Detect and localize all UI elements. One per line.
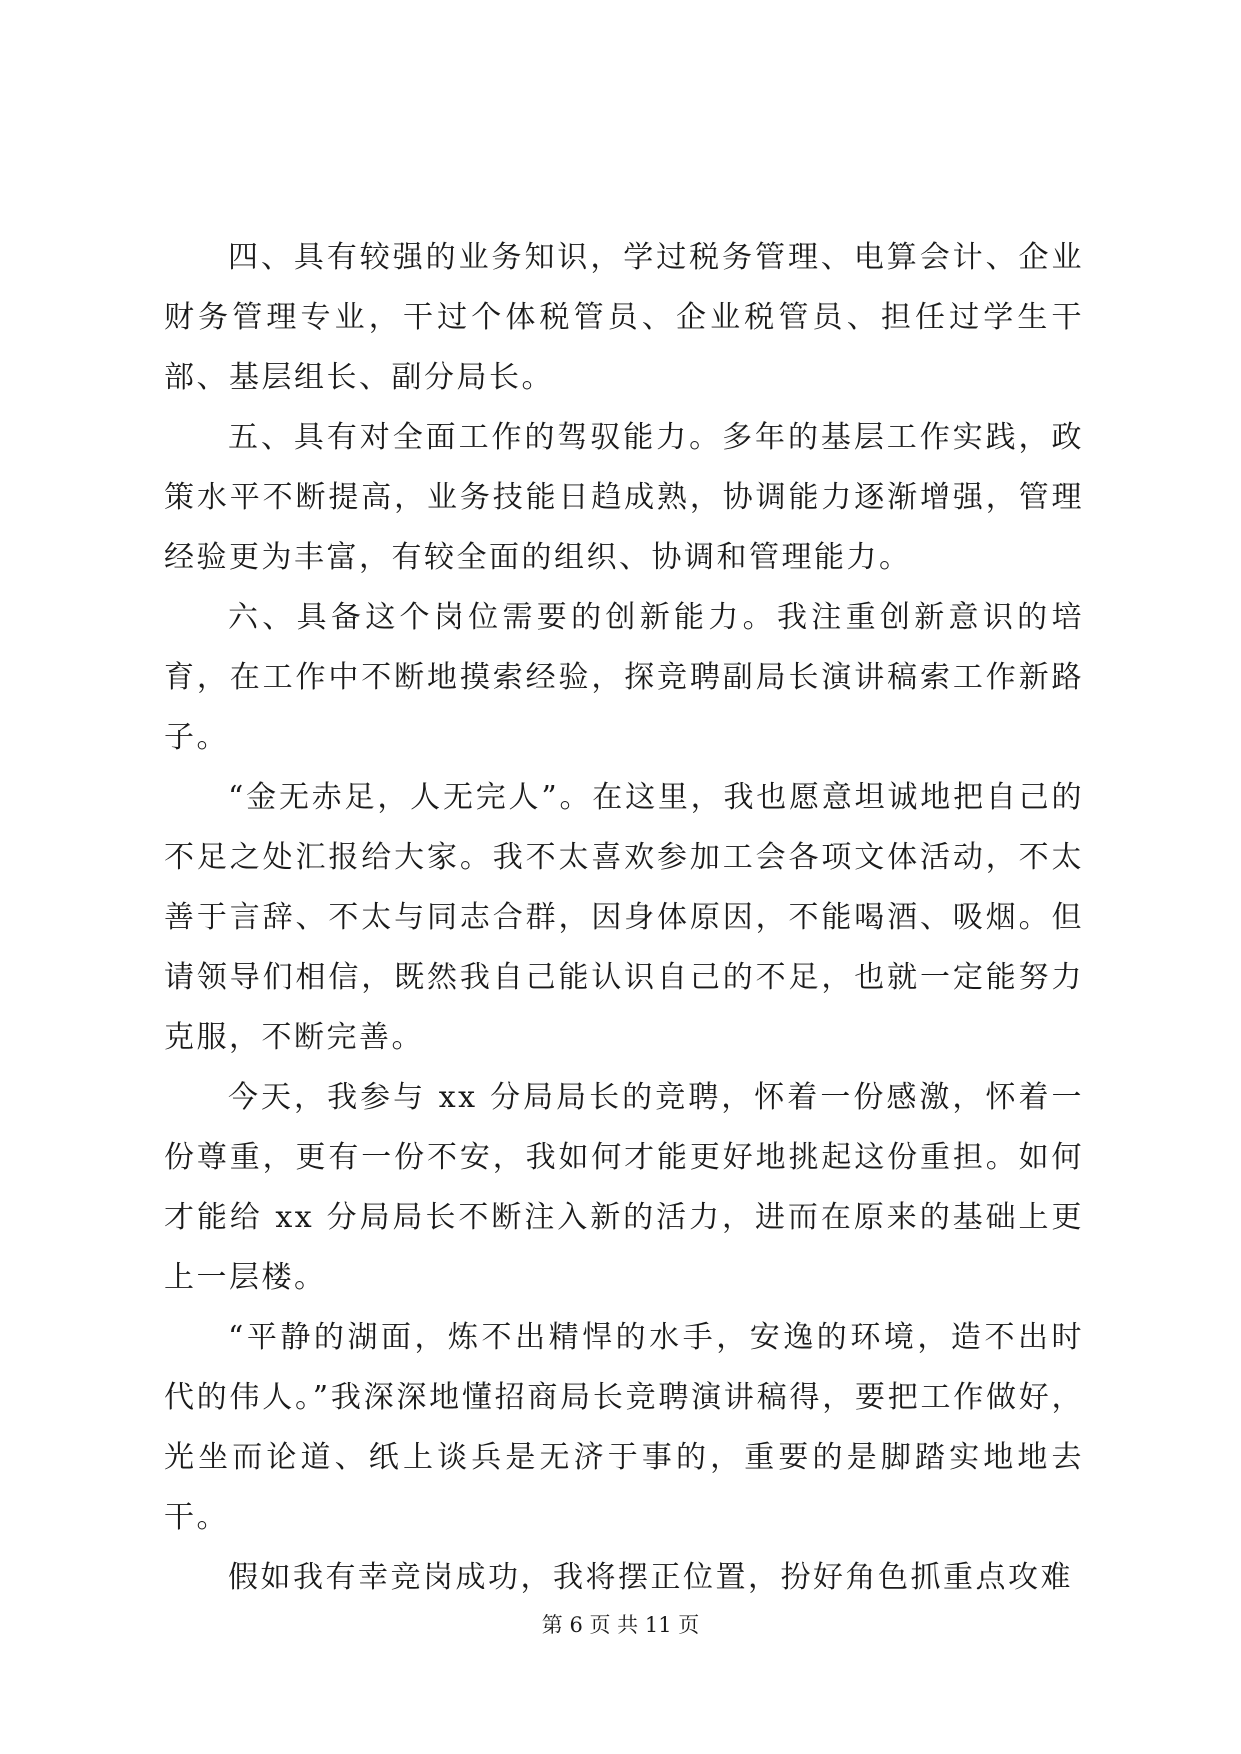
paragraph-6-innovation-ability: 六、具备这个岗位需要的创新能力。我注重创新意识的培育，在工作中不断地摸索经验，探竞聘副局长演讲稿索工作新路子。 bbox=[164, 600, 1084, 755]
paragraph-if-successful: 假如我有幸竞岗成功，我将摆正位置，扮好角色抓重点攻难 bbox=[228, 1560, 1073, 1595]
paragraph-5-leadership-ability: 五、具有对全面工作的驾驭能力。多年的基层工作实践，政策水平不断提高，业务技能日趋成熟，协调能力逐渐增强，管理经验更为丰富，有较全面的组织、协调和管理能力。 bbox=[164, 420, 1084, 575]
paragraph-4-business-knowledge: 四、具有较强的业务知识，学过税务管理、电算会计、企业财务管理专业，干过个体税管员、企业税管员、担任过学生干部、基层组长、副分局长。 bbox=[164, 240, 1084, 395]
page-number-footer: 第 6 页 共 11 页 bbox=[541, 1613, 700, 1637]
paragraph-calm-lake-quote: “平静的湖面，炼不出精悍的水手，安逸的环境，造不出时代的伟人。”我深深地懂招商局长竞聘演讲稿得，要把工作做好，光坐而论道、纸上谈兵是无济于事的，重要的是脚踏实地地去干。 bbox=[164, 1320, 1084, 1535]
paragraph-shortcomings: “金无赤足，人无完人”。在这里，我也愿意坦诚地把自己的不足之处汇报给大家。我不太喜欢参加工会各项文体活动，不太善于言辞、不太与同志合群，因身体原因，不能喝酒、吸烟。但请领导们相信，既然我自己能认识自己的不足，也就一定能努力克服，不断完善。 bbox=[164, 780, 1084, 1055]
document-body bbox=[164, 228, 1084, 1608]
paragraph-today-competition: 今天，我参与 xx 分局局长的竞聘，怀着一份感激，怀着一份尊重，更有一份不安，我如何才能更好地挑起这份重担。如何才能给 xx 分局局长不断注入新的活力，进而在原来的基础上更上一层楼。 bbox=[164, 1080, 1084, 1295]
